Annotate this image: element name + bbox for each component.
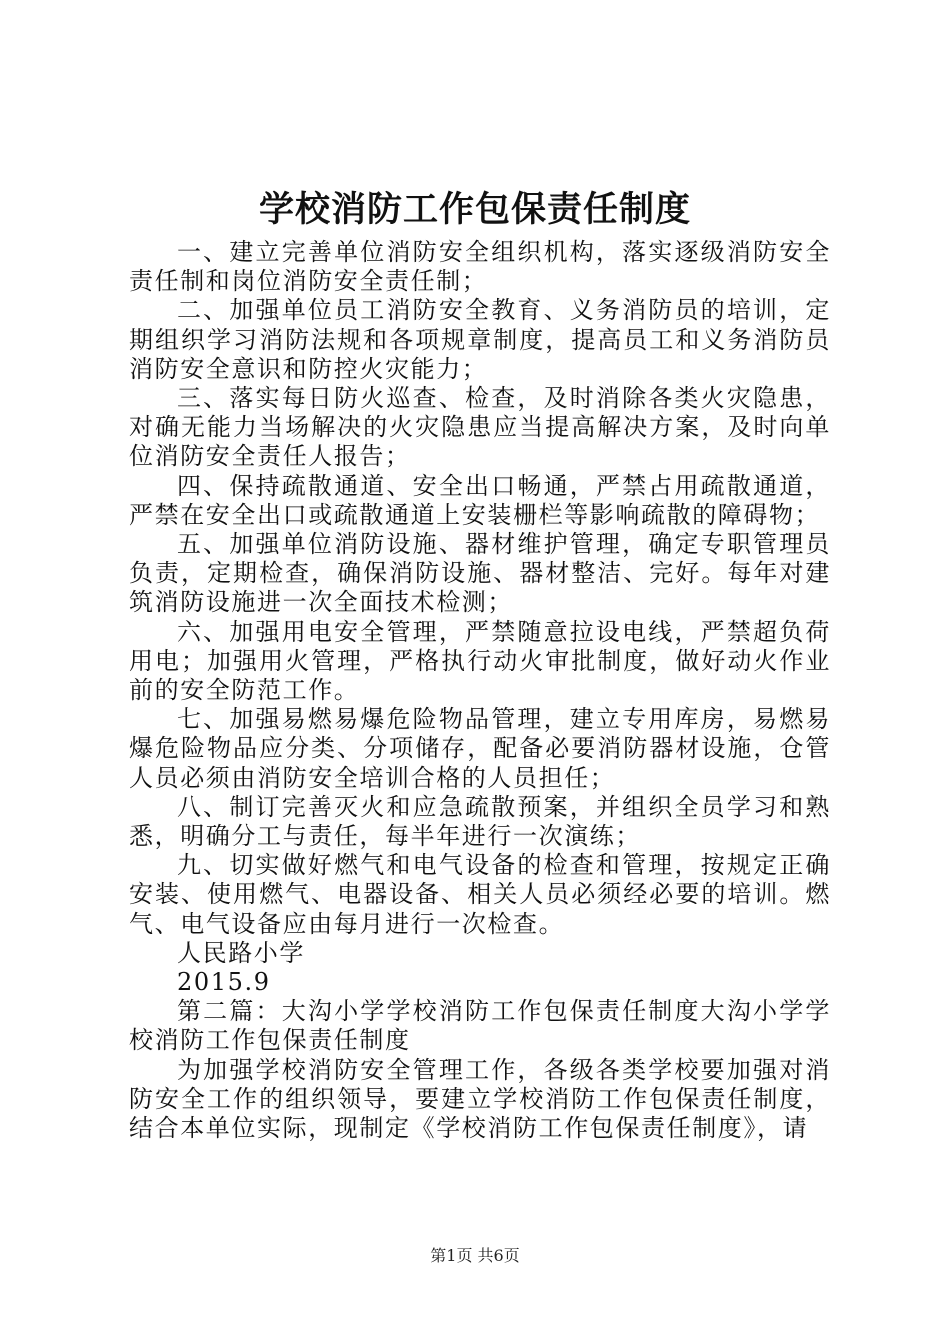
paragraph-4: 四、保持疏散通道、安全出口畅通，严禁占用疏散通道，严禁在安全出口或疏散通道上安装栅栏等影响疏散的障碍物； — [129, 471, 831, 529]
paragraph-6: 六、加强用电安全管理，严禁随意拉设电线，严禁超负荷用电；加强用火管理，严格执行动火审批制度，做好动火作业前的安全防范工作。 — [129, 617, 831, 705]
paragraph-8: 八、制订完善灭火和应急疏散预案，并组织全员学习和熟悉，明确分工与责任，每半年进行一次演练； — [129, 792, 831, 851]
paragraph-7: 七、加强易燃易爆危险物品管理，建立专用库房，易燃易爆危险物品应分类、分项储存，配备必要消防器材设施，仓管人员必须由消防安全培训合格的人员担任； — [129, 705, 831, 792]
paragraph-5: 五、加强单位消防设施、器材维护管理，确定专职管理员负责，定期检查，确保消防设施、器材整洁、完好。每年对建筑消防设施进一次全面技术检测； — [129, 530, 831, 617]
document-title: 学校消防工作包保责任制度 — [258, 189, 691, 230]
page-number: 第1页 共6页 — [430, 1246, 520, 1265]
paragraph-1: 一、建立完善单位消防安全组织机构，落实逐级消防安全责任制和岗位消防安全责任制； — [129, 238, 831, 296]
signature-date: 2015.9 — [177, 968, 271, 997]
paragraph-3: 三、落实每日防火巡查、检查，及时消除各类火灾隐患，对确无能力当场解决的火灾隐患应当提高解决方案，及时向单位消防安全责任人报告； — [129, 384, 831, 471]
document-body — [129, 238, 831, 1143]
signature-school: 人民路小学 — [177, 938, 305, 967]
paragraph-9: 九、切实做好燃气和电气设备的检查和管理，按规定正确安装、使用燃气、电器设备、相关人员必须经必要的培训。燃气、电气设备应由每月进行一次检查。 — [129, 851, 831, 938]
section-two-heading: 第二篇：大沟小学学校消防工作包保责任制度大沟小学学校消防工作包保责任制度 — [129, 997, 831, 1055]
section-two-intro: 为加强学校消防安全管理工作，各级各类学校要加强对消防安全工作的组织领导，要建立学校消防工作包保责任制度，结合本单位实际，现制定《学校消防工作包保责任制度》，请 — [129, 1055, 831, 1143]
paragraph-2: 二、加强单位员工消防安全教育、义务消防员的培训，定期组织学习消防法规和各项规章制度，提高员工和义务消防员消防安全意识和防控火灾能力； — [129, 296, 831, 383]
